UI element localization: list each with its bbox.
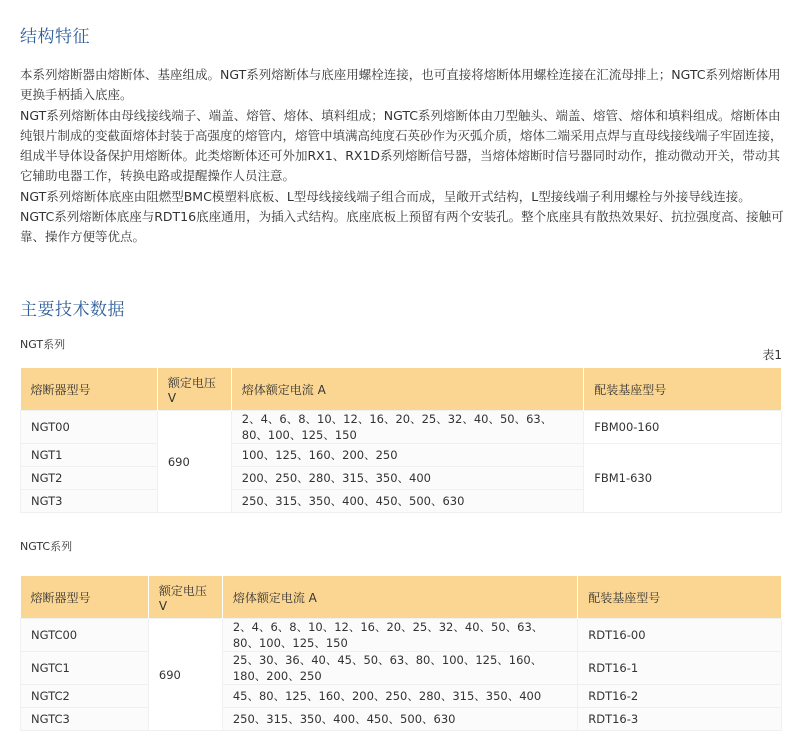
cell-current: 250、315、350、400、450、500、630 bbox=[231, 490, 583, 513]
cell-current: 200、250、280、315、350、400 bbox=[231, 467, 583, 490]
cell-base: RDT16-00 bbox=[578, 619, 782, 652]
table-row bbox=[21, 652, 782, 685]
header-model: 熔断器型号 bbox=[21, 576, 149, 619]
header-current: 熔体额定电流 A bbox=[231, 368, 583, 411]
cell-voltage: 690 bbox=[148, 619, 222, 731]
header-base: 配装基座型号 bbox=[584, 368, 782, 411]
cell-current: 250、315、350、400、450、500、630 bbox=[222, 708, 577, 731]
table-number: 表1 bbox=[762, 348, 782, 362]
cell-model: NGT00 bbox=[21, 411, 158, 444]
table-row bbox=[21, 708, 782, 731]
cell-current: 25、30、36、40、45、50、63、80、100、125、160、180、200、250 bbox=[222, 652, 577, 685]
table-header-row bbox=[21, 576, 782, 619]
table-row bbox=[21, 619, 782, 652]
paragraph-3: NGT系列熔断体底座由阻燃型BMC模塑料底板、L型母线接线端子组合而成，呈敞开式结构，L型接线端子利用螺栓与外接导线连接。 bbox=[20, 188, 751, 204]
cell-base: FBM1-630 bbox=[584, 444, 782, 513]
cell-current: 45、80、125、160、200、250、280、315、350、400 bbox=[222, 685, 577, 708]
cell-model: NGT3 bbox=[21, 490, 158, 513]
header-voltage: 额定电压 V bbox=[148, 576, 222, 619]
cell-current: 100、125、160、200、250 bbox=[231, 444, 583, 467]
section-title-tech-data: 主要技术数据 bbox=[20, 300, 125, 320]
cell-current: 2、4、6、8、10、12、16、20、25、32、40、50、63、80、100、125、150 bbox=[222, 619, 577, 652]
structure-description bbox=[20, 65, 784, 248]
cell-current: 2、4、6、8、10、12、16、20、25、32、40、50、63、80、100、125、150 bbox=[231, 411, 583, 444]
cell-voltage: 690 bbox=[157, 411, 231, 513]
table-caption-ngtc: NGTC系列 bbox=[20, 540, 73, 553]
cell-model: NGTC3 bbox=[21, 708, 149, 731]
header-model: 熔断器型号 bbox=[21, 368, 158, 411]
table-row bbox=[21, 685, 782, 708]
cell-model: NGTC2 bbox=[21, 685, 149, 708]
cell-base: RDT16-3 bbox=[578, 708, 782, 731]
table-row bbox=[21, 411, 782, 444]
cell-base: RDT16-2 bbox=[578, 685, 782, 708]
table-header-row bbox=[21, 368, 782, 411]
cell-base: RDT16-1 bbox=[578, 652, 782, 685]
header-voltage: 额定电压 V bbox=[157, 368, 231, 411]
ngt-spec-table bbox=[20, 368, 782, 513]
paragraph-4: NGTC系列熔断体底座与RDT16底座通用，为插入式结构。底座底板上预留有两个安装孔。整个底座具有散热效果好、抗拉强度高、接触可靠、操作方便等优点。 bbox=[20, 209, 784, 245]
cell-model: NGTC00 bbox=[21, 619, 149, 652]
paragraph-1: 本系列熔断器由熔断体、基座组成。NGT系列熔断体与底座用螺栓连接，也可直接将熔断体用螺栓连接在汇流母排上；NGTC系列熔断体用更换手柄插入底座。 bbox=[20, 67, 781, 103]
cell-base: FBM00-160 bbox=[584, 411, 782, 444]
table-row bbox=[21, 444, 782, 467]
cell-model: NGT2 bbox=[21, 467, 158, 490]
cell-model: NGT1 bbox=[21, 444, 158, 467]
paragraph-2: NGT系列熔断体由母线接线端子、端盖、熔管、熔体、填料组成；NGTC系列熔断体由刀型触头、端盖、熔管、熔体和填料组成。熔断体由纯银片制成的变截面熔体封装于高强度的熔管内，熔管中填满高纯度石英砂作为灭弧介质，熔体二端采用点焊与直母线接线端子牢固连接，组成半导体设备保护用熔断体。此类熔断体还可外加RX1、RX1D系列熔断信号器，当熔体熔断时信号器同时动作，推动微动开关，带动其它辅助电器工作，转换电路或提醒操作人员注意。 bbox=[20, 107, 783, 184]
header-current: 熔体额定电流 A bbox=[222, 576, 577, 619]
ngtc-spec-table bbox=[20, 576, 782, 731]
section-title-structure: 结构特征 bbox=[20, 27, 90, 47]
table-caption-ngt: NGT系列 bbox=[20, 338, 66, 351]
header-base: 配装基座型号 bbox=[578, 576, 782, 619]
cell-model: NGTC1 bbox=[21, 652, 149, 685]
